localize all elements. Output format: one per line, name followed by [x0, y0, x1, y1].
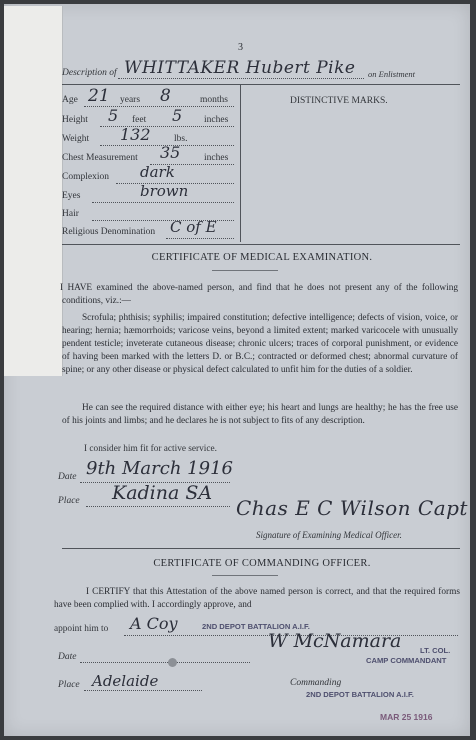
date-received-stamp: MAR 25 1916 — [380, 712, 433, 722]
medical-signature-caption: Signature of Examining Medical Officer. — [256, 530, 402, 540]
commanding-date-label: Date — [58, 652, 77, 662]
commanding-place-label: Place — [58, 680, 80, 690]
complexion-value: dark — [140, 163, 175, 181]
religion-label: Religious Denomination — [62, 227, 156, 237]
years-label: years — [120, 95, 141, 105]
age-years: 21 — [88, 86, 110, 106]
commanding-heading: CERTIFICATE OF COMMANDING OFFICER. — [153, 558, 371, 569]
medical-officer-signature: Chas E C Wilson Capt — [236, 496, 468, 520]
rank-stamp-col: LT. COL. — [420, 646, 451, 655]
age-months: 8 — [160, 86, 171, 106]
commanding-battalion-stamp: 2ND DEPOT BATTALION A.I.F. — [306, 690, 414, 699]
punch-hole — [168, 658, 177, 667]
page-number: 3 — [238, 42, 243, 53]
appoint-value: A Coy — [130, 614, 178, 633]
feet-label: feet — [132, 115, 147, 125]
commanding-label: Commanding — [290, 678, 342, 688]
inches-label: inches — [204, 115, 229, 125]
height-label: Height — [62, 115, 88, 125]
age-label: Age — [62, 95, 78, 105]
height-inches: 5 — [172, 106, 183, 125]
distinctive-marks-label: DISTINCTIVE MARKS. — [290, 96, 388, 106]
hair-label: Hair — [62, 209, 79, 219]
rank-stamp-commandant: CAMP COMMANDANT — [366, 656, 447, 665]
soldier-name: WHITTAKER Hubert Pike — [124, 58, 356, 78]
eyes-value: brown — [140, 182, 189, 200]
chest-label: Chest Measurement — [62, 153, 138, 163]
commanding-officer-signature: W McNamara — [268, 630, 402, 652]
medical-date-label: Date — [58, 472, 77, 482]
medical-place-label: Place — [58, 496, 80, 506]
commanding-para: I CERTIFY that this Attestation of the above named person is correct, and that the required forms have been complied with. I accordingly approve, and — [54, 587, 460, 610]
height-feet: 5 — [108, 106, 119, 125]
medical-para-1: I HAVE examined the above-named person, and find that he does not present any of the following conditions, viz.:— — [60, 283, 458, 306]
on-enlistment-label: on Enlistment — [368, 69, 415, 79]
religion-value: C of E — [170, 218, 217, 236]
medical-para-3: He can see the required distance with either eye; his heart and lungs are healthy; he has the free use of his joints and limbs; and he declares he is not subject to fits of any description. — [62, 403, 458, 426]
appoint-label: appoint him to — [54, 624, 109, 634]
chest-value: 35 — [160, 143, 181, 162]
commanding-place-value: Adelaide — [92, 672, 159, 690]
lbs-label: lbs. — [174, 134, 188, 144]
months-label: months — [200, 95, 228, 105]
paper-tab — [4, 6, 63, 376]
medical-place-value: Kadina SA — [112, 482, 213, 504]
description-label: Description of — [62, 68, 117, 78]
medical-date-value: 9th March 1916 — [86, 458, 233, 479]
weight-value: 132 — [120, 125, 151, 144]
complexion-label: Complexion — [62, 172, 109, 182]
battalion-stamp: 2ND DEPOT BATTALION A.I.F. — [202, 622, 310, 631]
medical-para-2: Scrofula; phthisis; syphilis; impaired constitution; defective intelligence; defects of vision, voice, or hearing; hernia; hæmorrhoids; varicose veins, beyond a limited extent; marked varicocele with unusually pendent testicle; inveterate cutaneous disease; chronic ulcers; traces of corporal punishment, or evidence of having been marked with the letters D. or B.C.; contracted or deformed chest; abnormal curvature of spine; or any other disease or physical defect calculated to unfit him for the duties of a soldier. — [62, 313, 458, 375]
eyes-label: Eyes — [62, 191, 81, 201]
medical-heading: CERTIFICATE OF MEDICAL EXAMINATION. — [151, 252, 373, 263]
chest-inches-label: inches — [204, 153, 229, 163]
weight-label: Weight — [62, 134, 90, 144]
fit-statement: I consider him fit for active service. — [84, 444, 217, 454]
